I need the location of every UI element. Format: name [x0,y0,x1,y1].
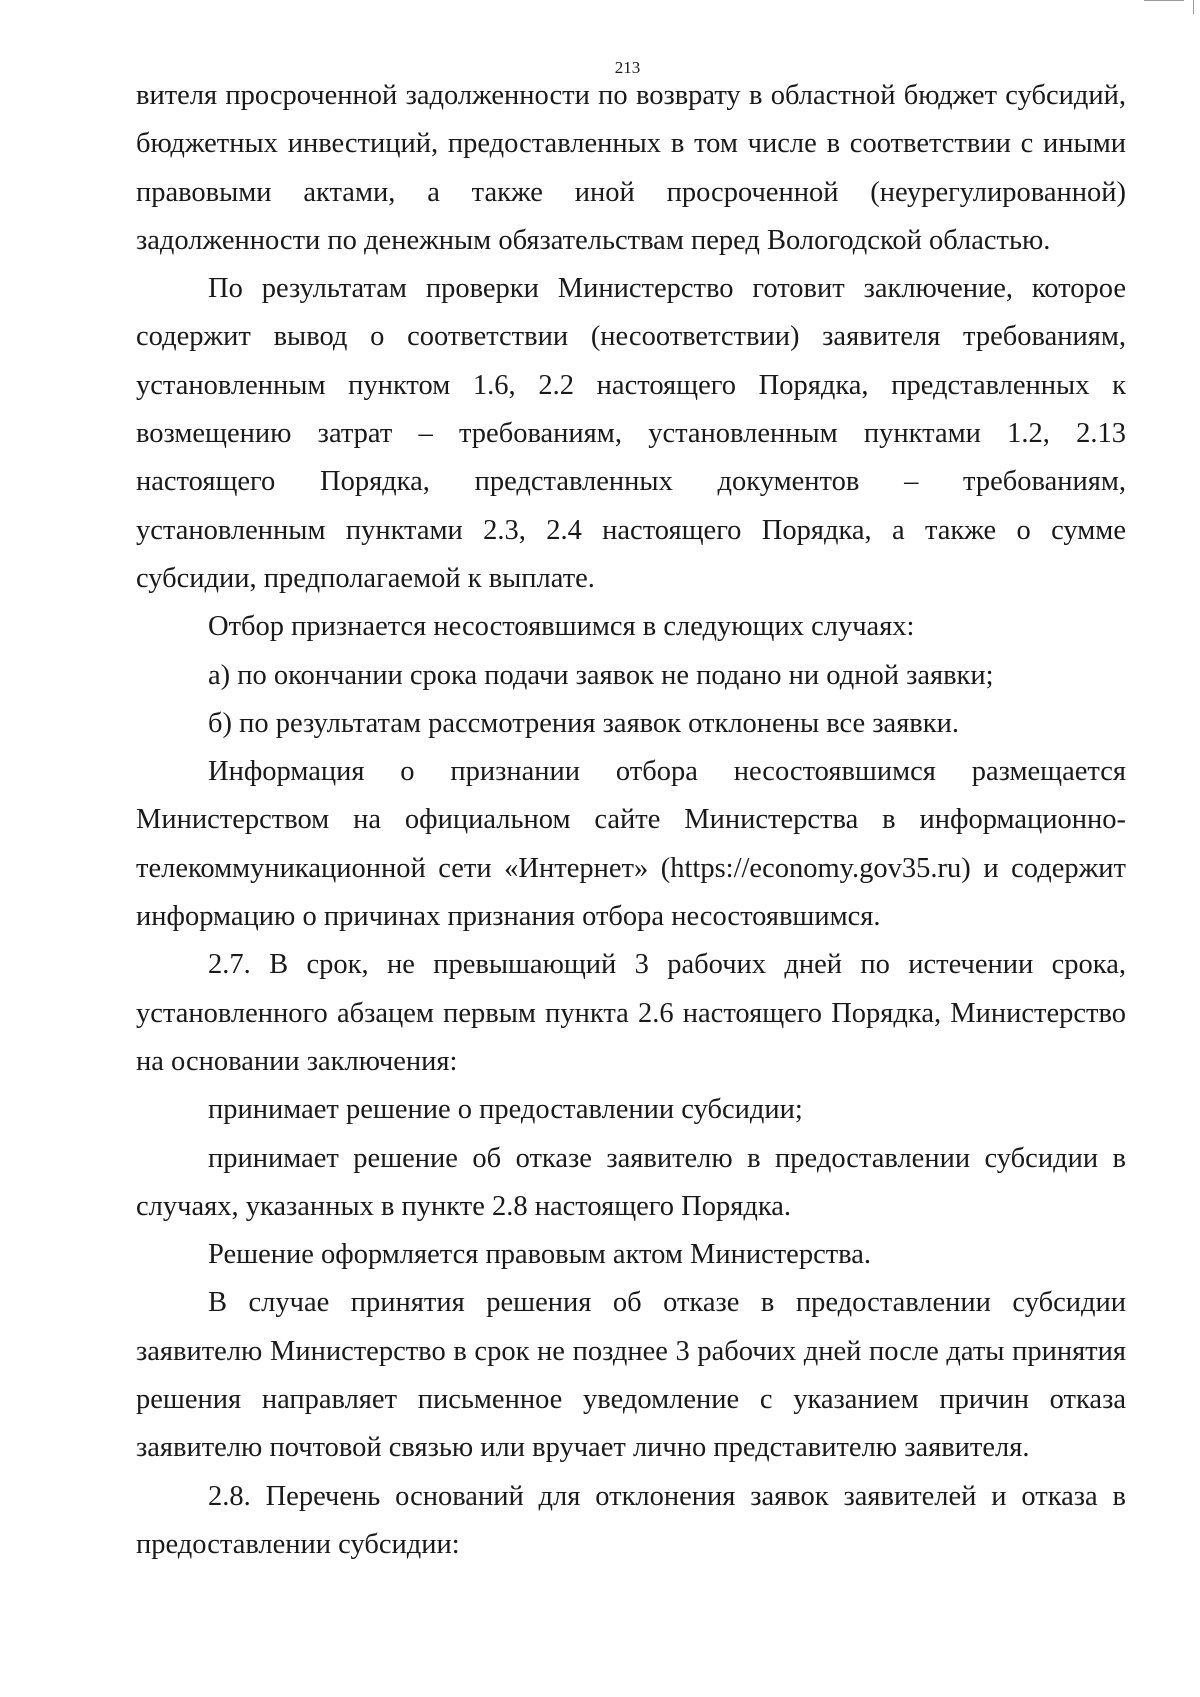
paragraph-refusal-notification: В случае принятия решения об отказе в предоставлении субсидии заявителю Министерство в срок не позднее 3 рабочих дней после даты принятия решения направляет письменное уведомление с указанием причин отказа заявителю почтовой связью или вручает лично представителю заявителя. [136,1287,1126,1464]
paragraph-legal-act: Решение оформляется правовым актом Министерства. [208,1239,872,1271]
paragraph-2-8: 2.8. Перечень оснований для отклонения заявок заявителей и отказа в предоставлении субсидии: [136,1480,1126,1560]
paragraph-case-a: а) по окончании срока подачи заявок не подано ни одной заявки; [208,659,994,691]
paragraph-decision-refusal: принимает решение об отказе заявителю в предоставлении субсидии в случаях, указанных в пункте 2.8 настоящего Порядка. [136,1142,1126,1222]
page-number: 213 [614,58,641,77]
paragraph-case-b: б) по результатам рассмотрения заявок отклонены все заявки. [208,707,959,739]
paragraph-continuation: вителя просроченной задолженности по возврату в областной бюджет субсидий, бюджетных инвестиций, предоставленных в том числе в соответствии с иными правовыми актами, а также иной просроченной (неурегулированной) задолженности по денежным обязательствам перед Вологодской областью. [136,80,1126,256]
paragraph-2-7: 2.7. В срок, не превышающий 3 рабочих дней по истечении срока, установленного абзацем первым пункта 2.6 настоящего Порядка, Министерство на основании заключения: [136,949,1126,1077]
paragraph-information-publication: Информация о признании отбора несостоявшимся размещается Министерством на официальном сайте Министерства в информационно-телекоммуникационной сети «Интернет» (https://economy.gov35.ru) и содержит информацию о причинах признания отбора несостоявшимся. [136,756,1126,933]
scan-edge-mark [1144,0,1184,5]
scan-edge-tick [1193,0,1194,14]
paragraph-decision-grant: принимает решение о предоставлении субсидии; [208,1094,803,1126]
paragraph-verification-conclusion: По результатам проверки Министерство готовит заключение, которое содержит вывод о соответствии (несоответствии) заявителя требованиям, установленным пунктом 1.6, 2.2 настоящего Порядка, представленных к возмещению затрат – требованиям, установленным пунктами 1.2, 2.13 настоящего Порядка, представленных документов – требованиям, установленным пунктами 2.3, 2.4 настоящего Порядка, а также о сумме субсидии, предполагаемой к выплате. [136,273,1126,594]
document-body [136,72,1126,1569]
paragraph-selection-failed: Отбор признается несостоявшимся в следующих случаях: [208,611,915,643]
